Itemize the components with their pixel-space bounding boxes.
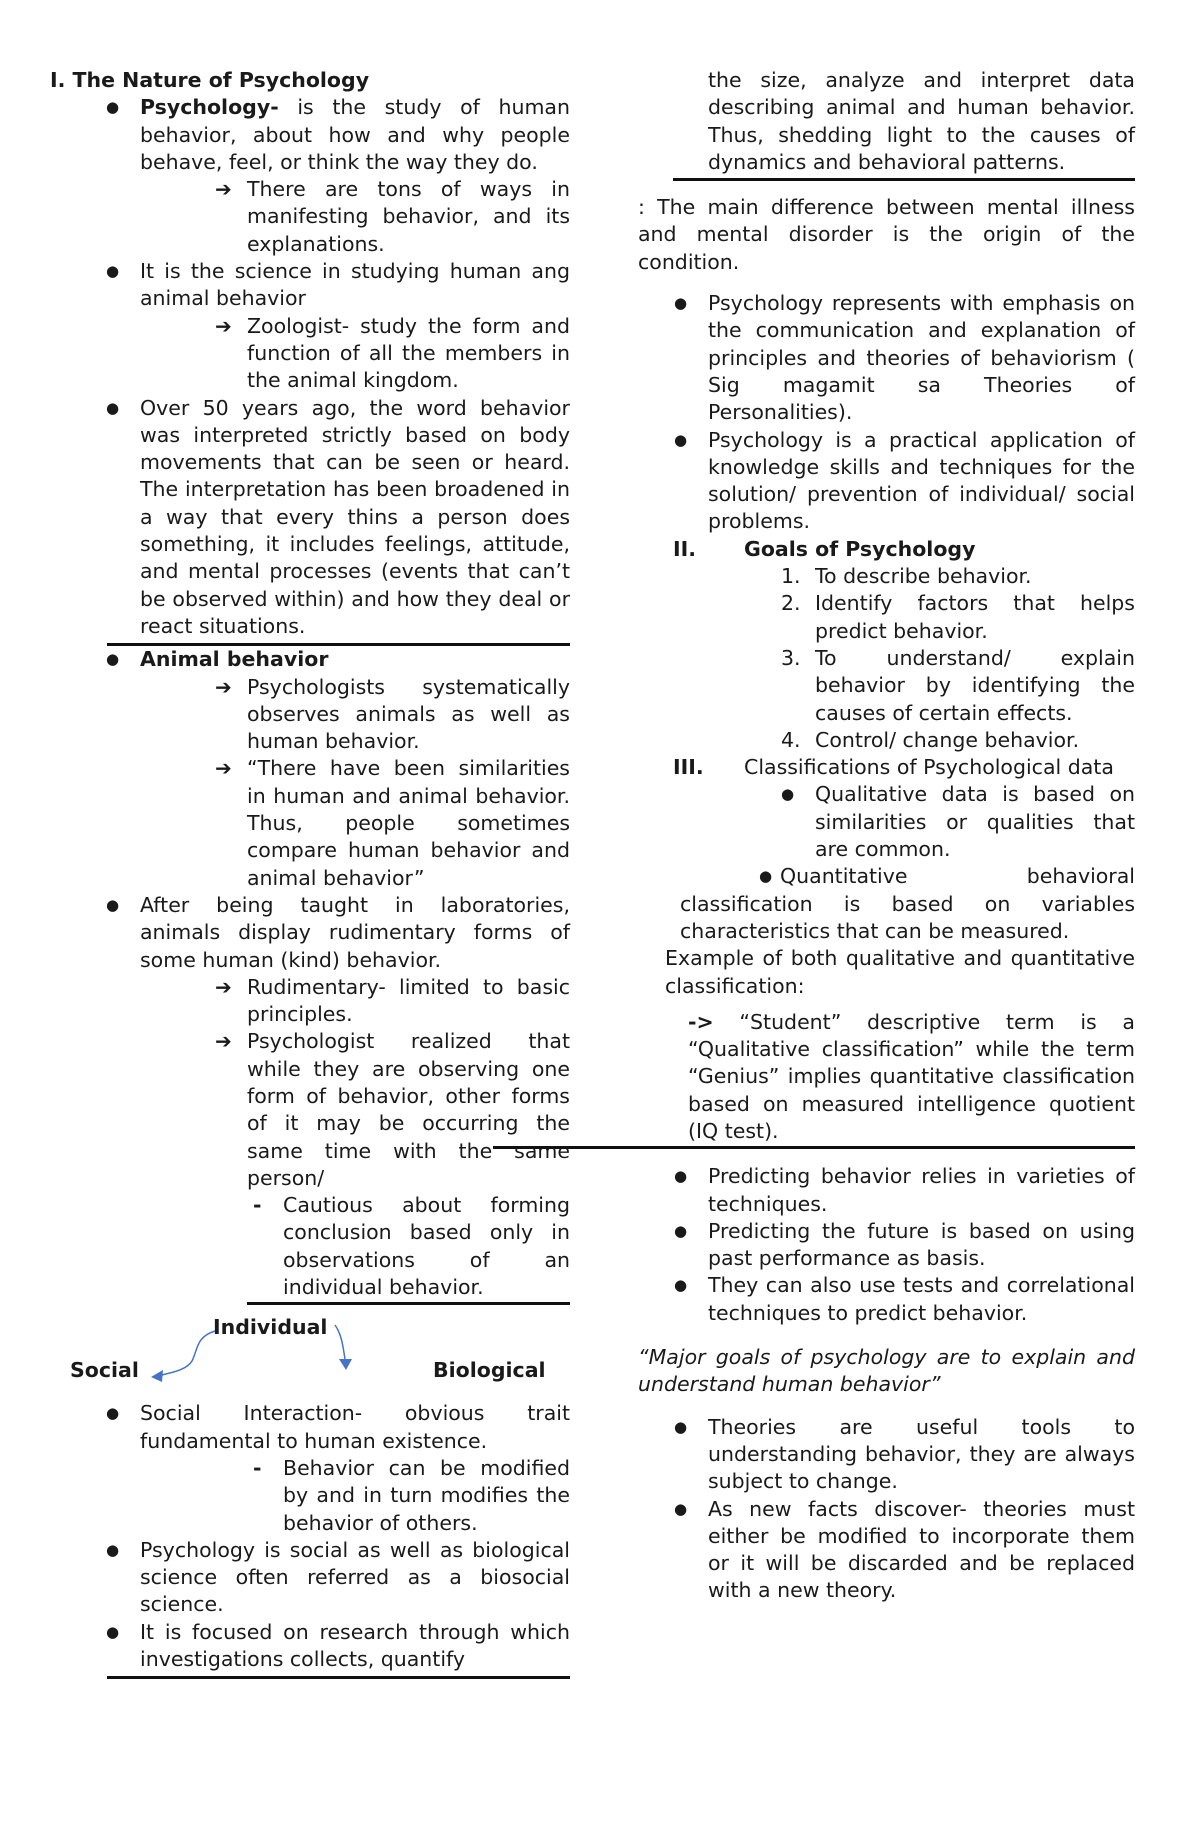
bullet-icon: ●: [106, 1622, 120, 1641]
bullet-psychology-definition: [106, 94, 570, 176]
classifications-title: Classifications of Psychological data: [744, 755, 1114, 780]
cautious-text: Cautious about forming conclusion based only in observations of an individual behavior.: [283, 1193, 570, 1300]
bullet-quantitative: [680, 863, 1135, 945]
goal-item: [781, 645, 1135, 727]
biosocial-diagram: [50, 1305, 570, 1400]
goal-number: 3.: [781, 645, 801, 670]
psychology-definition: is the study of human behavior, about how and why people behave, feel, or think the way they do.: [140, 95, 570, 174]
goals-numeral: II.: [673, 536, 697, 561]
rudimentary-text: Rudimentary- limited to basic principles.: [247, 974, 570, 1027]
bullet-new-facts: [674, 1496, 1135, 1605]
arrow-icon: ➔: [215, 756, 232, 781]
bullet-biosocial: [106, 1537, 570, 1619]
bullet-qualitative: [781, 781, 1135, 863]
section-heading-nature: I. The Nature of Psychology: [50, 68, 370, 92]
diagram-label-social: Social: [70, 1358, 139, 1383]
goals-quote: “Major goals of psychology are to explain and understand human behavior”: [638, 1345, 1135, 1397]
arrow-item-realized: [215, 1028, 570, 1192]
bullet-icon: ●: [674, 294, 688, 313]
goal-text: Identify factors that helps predict behavior.: [815, 591, 1135, 643]
arrow-item-zoologist: [215, 313, 570, 395]
diagram-label-individual: Individual: [213, 1315, 328, 1340]
student-text: “Student” descriptive term is a “Qualitative classification” while the term “Genius” implies quantitative classification based on measured intelligence quotient (IQ test).: [688, 1009, 1135, 1143]
goal-text: To understand/ explain behavior by identifying the causes of certain effects.: [815, 645, 1135, 725]
quantitative-text: Quantitative behavioral classification is based on variables characteristics that can be measured.: [680, 864, 1135, 943]
arrowhead-biological-icon: [339, 1359, 352, 1370]
qualitative-text: Qualitative data is based on similarities or qualities that are common.: [815, 782, 1135, 862]
goal-text: Control/ change behavior.: [815, 727, 1080, 752]
arrow-item-rudimentary: [215, 974, 570, 1029]
bullet-icon: ●: [674, 1221, 688, 1240]
bullet-tests: [674, 1272, 1135, 1327]
student-paragraph: [688, 1009, 1135, 1145]
arrow-to-biological: [335, 1325, 345, 1359]
arrowhead-social-icon: [151, 1370, 163, 1382]
after-taught-text: After being taught in laboratories, animals display rudimentary forms of some human (kind) behavior.: [140, 892, 570, 972]
difference-text: : The main difference between mental illness and mental disorder is the origin of the condition.: [638, 195, 1135, 274]
bullet-icon: ●: [106, 895, 120, 914]
bullet-represents: [674, 290, 1135, 426]
example-paragraph: [665, 945, 1135, 1000]
bullet-icon: ●: [106, 398, 120, 417]
bullet-after-taught: [106, 892, 570, 974]
represents-text: Psychology represents with emphasis on the communication and explanation of principles and theories of behaviorism ( Sig magamit sa Theories of Personalities).: [708, 291, 1135, 425]
continued-paragraph: [708, 67, 1135, 176]
bullet-icon: ●: [674, 1276, 688, 1295]
arrow-item-systematically: [215, 674, 570, 756]
dash-item-cautious: [253, 1192, 570, 1301]
section-divider: [107, 1676, 570, 1679]
continued-text: the size, analyze and interpret data describing animal and human behavior. Thus, shedding light to the causes of dynamics and behavioral patterns.: [708, 68, 1135, 174]
predicting-future-text: Predicting the future is based on using past performance as basis.: [708, 1218, 1135, 1271]
bullet-icon: ●: [674, 1167, 688, 1186]
predicting-techniques-text: Predicting behavior relies in varieties of techniques.: [708, 1164, 1135, 1216]
arrow-icon: ➔: [215, 674, 232, 699]
bullet-practical: [674, 427, 1135, 536]
goals-title: Goals of Psychology: [744, 536, 976, 561]
goal-number: 1.: [781, 564, 801, 589]
psychology-term: Psychology-: [140, 95, 279, 120]
bullet-icon: ●: [759, 867, 773, 886]
arrow-to-social: [158, 1331, 215, 1376]
classifications-numeral: III.: [673, 755, 704, 780]
social-interaction-text: Social Interaction- obvious trait fundamental to human existence.: [140, 1401, 570, 1453]
dash-marker: -: [253, 1193, 262, 1218]
diagram-label-biological: Biological: [433, 1358, 546, 1383]
student-arrow-marker: ->: [688, 1009, 714, 1034]
example-text: Example of both qualitative and quantitative classification:: [665, 946, 1135, 998]
tests-text: They can also use tests and correlational techniques to predict behavior.: [708, 1273, 1135, 1325]
arrow-item-ways: [215, 176, 570, 258]
new-facts-text: As new facts discover- theories must either be modified to incorporate them or it will be discarded and be replaced with a new theory.: [708, 1496, 1135, 1603]
goals-heading: [673, 536, 1135, 563]
left-column: [50, 67, 570, 1679]
bullet-theories: [674, 1414, 1135, 1496]
bullet-science: [106, 258, 570, 313]
arrow-icon: ➔: [215, 313, 232, 338]
ways-text: There are tons of ways in manifesting behavior, and its explanations.: [247, 177, 570, 256]
section-divider: [673, 178, 1135, 181]
bullet-icon: ●: [674, 1417, 688, 1436]
bullet-icon: ●: [106, 1540, 120, 1559]
bullet-predicting-future: [674, 1218, 1135, 1273]
bullet-icon: ●: [106, 650, 120, 669]
bullet-predicting-techniques: [674, 1163, 1135, 1218]
arrow-icon: ➔: [215, 974, 232, 999]
theories-text: Theories are useful tools to understanding behavior, they are always subject to change.: [708, 1414, 1135, 1494]
bullet-icon: ●: [674, 430, 688, 449]
bullet-icon: ●: [106, 1404, 120, 1423]
bullet-over-50-years: [106, 395, 570, 641]
classifications-heading: [673, 754, 1135, 781]
focused-text: It is focused on research through which investigations collects, quantify: [140, 1619, 570, 1672]
science-text: It is the science in studying human ang animal behavior: [140, 259, 570, 311]
biosocial-text: Psychology is social as well as biological science often referred as a biosocial science.: [140, 1537, 570, 1617]
right-column: [638, 67, 1135, 1605]
goal-item: [781, 727, 1135, 754]
bullet-icon: ●: [106, 98, 120, 117]
bullet-social-interaction: [106, 1400, 570, 1455]
zoologist-text: Zoologist- study the form and function of all the members in the animal kingdom.: [247, 313, 570, 393]
over-50-text: Over 50 years ago, the word behavior was interpreted strictly based on body movements that can be seen or heard. The interpretation has been broadened in a way that every thins a person does something, it includes feelings, attitude, and mental processes (events that can’t be observed within) and how they deal or react situations.: [140, 395, 570, 638]
goal-text: To describe behavior.: [815, 564, 1032, 589]
section-divider: [493, 1146, 1135, 1149]
practical-text: Psychology is a practical application of knowledge skills and techniques for the solution/ prevention of individual/ social problems.: [708, 427, 1135, 534]
bullet-icon: ●: [106, 262, 120, 281]
similarities-text: “There have been similarities in human and animal behavior. Thus, people sometimes compare human behavior and animal behavior”: [247, 756, 570, 890]
bullet-icon: ●: [781, 785, 795, 804]
arrow-icon: ➔: [215, 177, 232, 202]
diagram-arrows: [50, 1305, 570, 1400]
goal-item: [781, 590, 1135, 645]
bullet-focused: [106, 1619, 570, 1674]
goal-number: 2.: [781, 591, 801, 616]
dash-marker: -: [253, 1455, 262, 1480]
realized-text: Psychologist realized that while they are observing one form of behavior, other forms of it may be occurring the same time with the same person/: [247, 1029, 570, 1190]
systematically-text: Psychologists systematically observes animals as well as human behavior.: [247, 674, 570, 754]
goal-item: [781, 563, 1135, 590]
animal-behavior-heading: Animal behavior: [140, 647, 329, 672]
dash-item-modified: [253, 1455, 570, 1537]
bullet-animal-behavior: [106, 646, 570, 673]
bullet-icon: ●: [674, 1499, 688, 1518]
arrow-item-similarities: [215, 755, 570, 891]
modified-text: Behavior can be modified by and in turn modifies the behavior of others.: [283, 1455, 570, 1535]
arrow-icon: ➔: [215, 1029, 232, 1054]
goal-number: 4.: [781, 727, 801, 752]
